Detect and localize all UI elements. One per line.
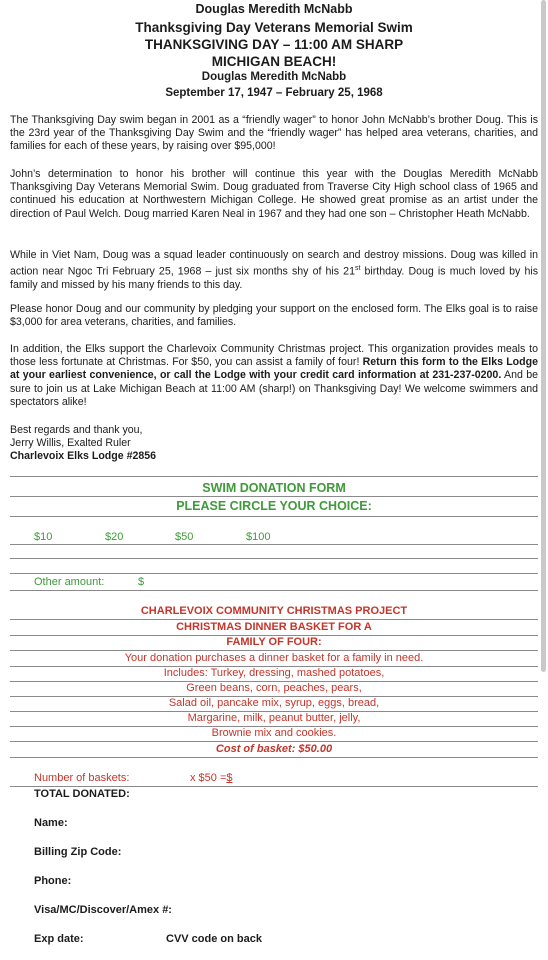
baskets-calc-text: x $50 = — [190, 772, 227, 784]
divider — [10, 476, 538, 477]
total-donated-label: TOTAL DONATED: — [34, 788, 130, 800]
billing-zip-label: Billing Zip Code: — [34, 846, 122, 858]
divider — [10, 650, 538, 651]
basket-line: Your donation purchases a dinner basket for a family in need. — [124, 652, 424, 664]
christmas-title-2: CHRISTMAS DINNER BASKET FOR A — [176, 621, 372, 633]
signer-line: Jerry Willis, Exalted Ruler — [10, 437, 131, 449]
paragraph-5-bold-text: Return this form to the Elks Lodge at your earliest convenience, or call the Lodge with your credit card information at 231-237-0200. — [10, 356, 538, 382]
divider — [10, 544, 538, 545]
closing-line: Best regards and thank you, — [10, 424, 143, 436]
divider — [10, 786, 538, 787]
christmas-title-3: FAMILY OF FOUR: — [226, 636, 322, 648]
letter-paragraph-3 — [10, 249, 538, 292]
lodge-line: Charlevoix Elks Lodge #2856 — [10, 450, 157, 462]
header-name: Douglas Meredith McNabb — [195, 2, 353, 16]
letter-paragraph-2: John’s determination to honor his brother will continue this year with the Douglas Meredith McNabb Thanksgiving Day Veterans Memorial Swim. Doug graduated from Traverse City High school class of 1965 and continued his education at Northwestern Michigan College. He showed great promise as an artist under the direction of Paul Welch. Doug married Karen Neal in 1967 and they had one son – Christopher Heath McNabb. — [10, 168, 538, 220]
paragraph-3-superscript: st — [354, 265, 361, 273]
basket-line: Brownie mix and cookies. — [211, 727, 337, 739]
other-amount-field[interactable]: $ — [138, 576, 145, 588]
event-time: THANKSGIVING DAY – 11:00 AM SHARP — [144, 37, 404, 52]
letter-paragraph-4: Please honor Doug and our community by pledging your support on the enclosed form. The Elks goal is to raise $3,000 for area veterans, charities, and families. — [10, 303, 538, 329]
form-instruction: PLEASE CIRCLE YOUR CHOICE: — [176, 499, 372, 513]
basket-line: Margarine, milk, peanut butter, jelly, — [187, 712, 361, 724]
divider — [10, 573, 538, 574]
amount-option-100[interactable]: $100 — [246, 531, 271, 543]
form-title: SWIM DONATION FORM — [202, 481, 346, 495]
name-label: Name: — [34, 817, 68, 829]
vertical-scrollbar[interactable] — [541, 0, 546, 672]
baskets-dollar: $ — [226, 772, 233, 784]
divider — [10, 619, 538, 620]
header-dates: September 17, 1947 – February 25, 1968 — [165, 87, 383, 99]
event-title: Thanksgiving Day Veterans Memorial Swim — [135, 20, 413, 35]
number-of-baskets-label: Number of baskets: — [34, 772, 130, 784]
divider — [10, 516, 538, 517]
divider — [10, 757, 538, 758]
other-amount-label: Other amount: — [34, 576, 105, 588]
basket-cost: Cost of basket: $50.00 — [215, 743, 333, 755]
header-name-second: Douglas Meredith McNabb — [201, 71, 347, 83]
cvv-label: CVV code on back — [166, 933, 262, 945]
divider — [10, 741, 538, 742]
letter-paragraph-5 — [10, 343, 538, 409]
basket-line: Green beans, corn, peaches, pears, — [186, 682, 362, 694]
paragraph-5-text-b: And be sure to join us at Lake Michigan Beach at 11:00 AM (sharp!) on Thanksgiving Day! We welcome swimmers and spectators alike! — [10, 369, 538, 408]
letter-paragraph-1: The Thanksgiving Day swim began in 2001 as a “friendly wager” to honor John McNabb’s brother Doug. This is the 23rd year of the Thanksgiving Day Swim and the “friendly wager” has helped area veterans, charities, and families for each of these years, by raising over $95,000! — [10, 114, 538, 153]
divider — [10, 558, 538, 559]
paragraph-3-text-b: birthday. Doug is much loved by his family and missed by his many friends to this day. — [10, 265, 539, 291]
amount-option-50[interactable]: $50 — [175, 531, 194, 543]
divider — [10, 590, 538, 591]
phone-label: Phone: — [34, 875, 72, 887]
amount-option-20[interactable]: $20 — [105, 531, 124, 543]
card-number-label: Visa/MC/Discover/Amex #: — [34, 904, 172, 916]
baskets-total-field[interactable] — [190, 772, 233, 784]
amount-option-10[interactable]: $10 — [34, 531, 53, 543]
christmas-title-1: CHARLEVOIX COMMUNITY CHRISTMAS PROJECT — [140, 605, 408, 617]
divider — [10, 496, 538, 497]
basket-line: Salad oil, pancake mix, syrup, eggs, bread, — [168, 697, 380, 709]
paragraph-3-text-a: While in Viet Nam, Doug was a squad leader continuously on search and destroy missions. Doug was killed in action near Ngoc Tri February 25, 1968 – just six months shy of his 21 — [10, 249, 538, 278]
event-location: MICHIGAN BEACH! — [211, 54, 337, 69]
basket-line: Includes: Turkey, dressing, mashed potatoes, — [163, 667, 385, 679]
paragraph-5-text-a: In addition, the Elks support the Charlevoix Community Christmas project. This organization provides meals to those less fortunate at Christmas. For $50, you can assist a family of four! — [10, 343, 538, 369]
exp-date-label: Exp date: — [34, 933, 84, 945]
